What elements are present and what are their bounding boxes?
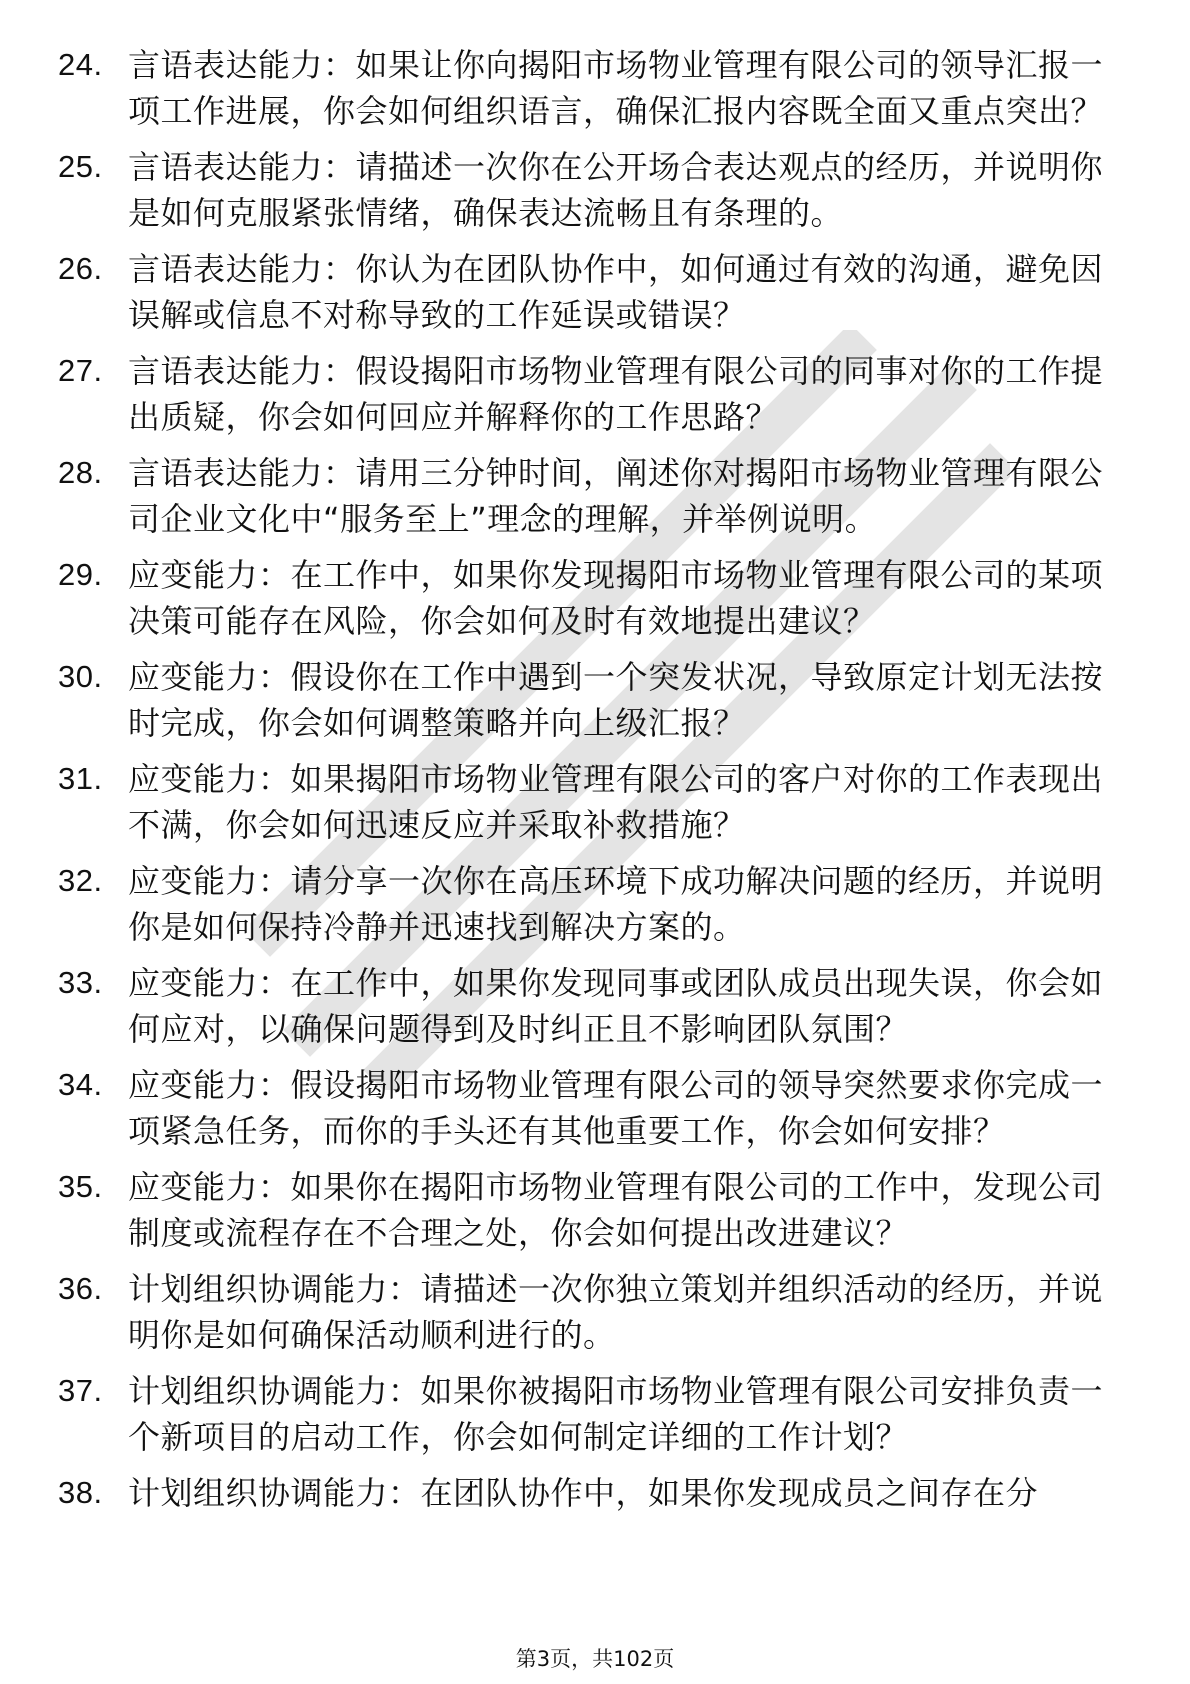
question-item [58, 1368, 1118, 1460]
page-number-label: 第3页，共102页 [515, 1647, 675, 1671]
question-item [58, 1266, 1118, 1358]
question-item [58, 960, 1118, 1052]
question-item [58, 552, 1118, 644]
question-text: 言语表达能力：你认为在团队协作中，如何通过有效的沟通，避免因误解或信息不对称导致的工作延误或错误？ [128, 250, 1104, 334]
question-item [58, 348, 1118, 440]
question-item [58, 756, 1118, 848]
question-text: 应变能力：假设揭阳市场物业管理有限公司的领导突然要求你完成一项紧急任务，而你的手头还有其他重要工作，你会如何安排？ [128, 1066, 1104, 1150]
question-text: 言语表达能力：假设揭阳市场物业管理有限公司的同事对你的工作提出质疑，你会如何回应并解释你的工作思路？ [128, 352, 1104, 436]
question-number: 37. [58, 1373, 103, 1408]
question-number: 24. [58, 47, 103, 82]
question-number: 26. [58, 251, 103, 286]
question-text: 计划组织协调能力：如果你被揭阳市场物业管理有限公司安排负责一个新项目的启动工作，你会如何制定详细的工作计划？ [128, 1372, 1104, 1456]
question-number: 28. [58, 455, 103, 490]
question-number: 27. [58, 353, 103, 388]
question-number: 35. [58, 1169, 103, 1204]
question-number: 38. [58, 1475, 103, 1510]
question-text: 言语表达能力：如果让你向揭阳市场物业管理有限公司的领导汇报一项工作进展，你会如何组织语言，确保汇报内容既全面又重点突出？ [128, 46, 1104, 130]
question-item [58, 1470, 1118, 1516]
question-number: 34. [58, 1067, 103, 1102]
question-text: 应变能力：请分享一次你在高压环境下成功解决问题的经历，并说明你是如何保持冷静并迅速找到解决方案的。 [128, 862, 1104, 946]
question-item [58, 1062, 1118, 1154]
question-number: 31. [58, 761, 103, 796]
question-text: 应变能力：如果你在揭阳市场物业管理有限公司的工作中，发现公司制度或流程存在不合理之处，你会如何提出改进建议？ [128, 1168, 1104, 1252]
question-number: 29. [58, 557, 103, 592]
question-number: 30. [58, 659, 103, 694]
question-item [58, 1164, 1118, 1256]
question-text: 应变能力：假设你在工作中遇到一个突发状况，导致原定计划无法按时完成，你会如何调整策略并向上级汇报？ [128, 658, 1104, 742]
page-footer [0, 1645, 1190, 1673]
question-number: 33. [58, 965, 103, 1000]
question-number: 36. [58, 1271, 103, 1306]
question-item [58, 144, 1118, 236]
question-text: 言语表达能力：请描述一次你在公开场合表达观点的经历，并说明你是如何克服紧张情绪，确保表达流畅且有条理的。 [128, 148, 1104, 232]
question-text: 言语表达能力：请用三分钟时间，阐述你对揭阳市场物业管理有限公司企业文化中“服务至上”理念的理解，并举例说明。 [128, 454, 1104, 538]
question-text: 计划组织协调能力：在团队协作中，如果你发现成员之间存在分 [128, 1474, 1039, 1512]
question-text: 计划组织协调能力：请描述一次你独立策划并组织活动的经历，并说明你是如何确保活动顺利进行的。 [128, 1270, 1104, 1354]
question-item [58, 246, 1118, 338]
question-item [58, 654, 1118, 746]
question-text: 应变能力：在工作中，如果你发现同事或团队成员出现失误，你会如何应对，以确保问题得到及时纠正且不影响团队氛围？ [128, 964, 1104, 1048]
question-list [58, 42, 1118, 1526]
question-number: 32. [58, 863, 103, 898]
question-number: 25. [58, 149, 103, 184]
question-item [58, 858, 1118, 950]
question-item [58, 450, 1118, 542]
question-text: 应变能力：在工作中，如果你发现揭阳市场物业管理有限公司的某项决策可能存在风险，你会如何及时有效地提出建议？ [128, 556, 1104, 640]
question-text: 应变能力：如果揭阳市场物业管理有限公司的客户对你的工作表现出不满，你会如何迅速反应并采取补救措施？ [128, 760, 1104, 844]
question-item [58, 42, 1118, 134]
